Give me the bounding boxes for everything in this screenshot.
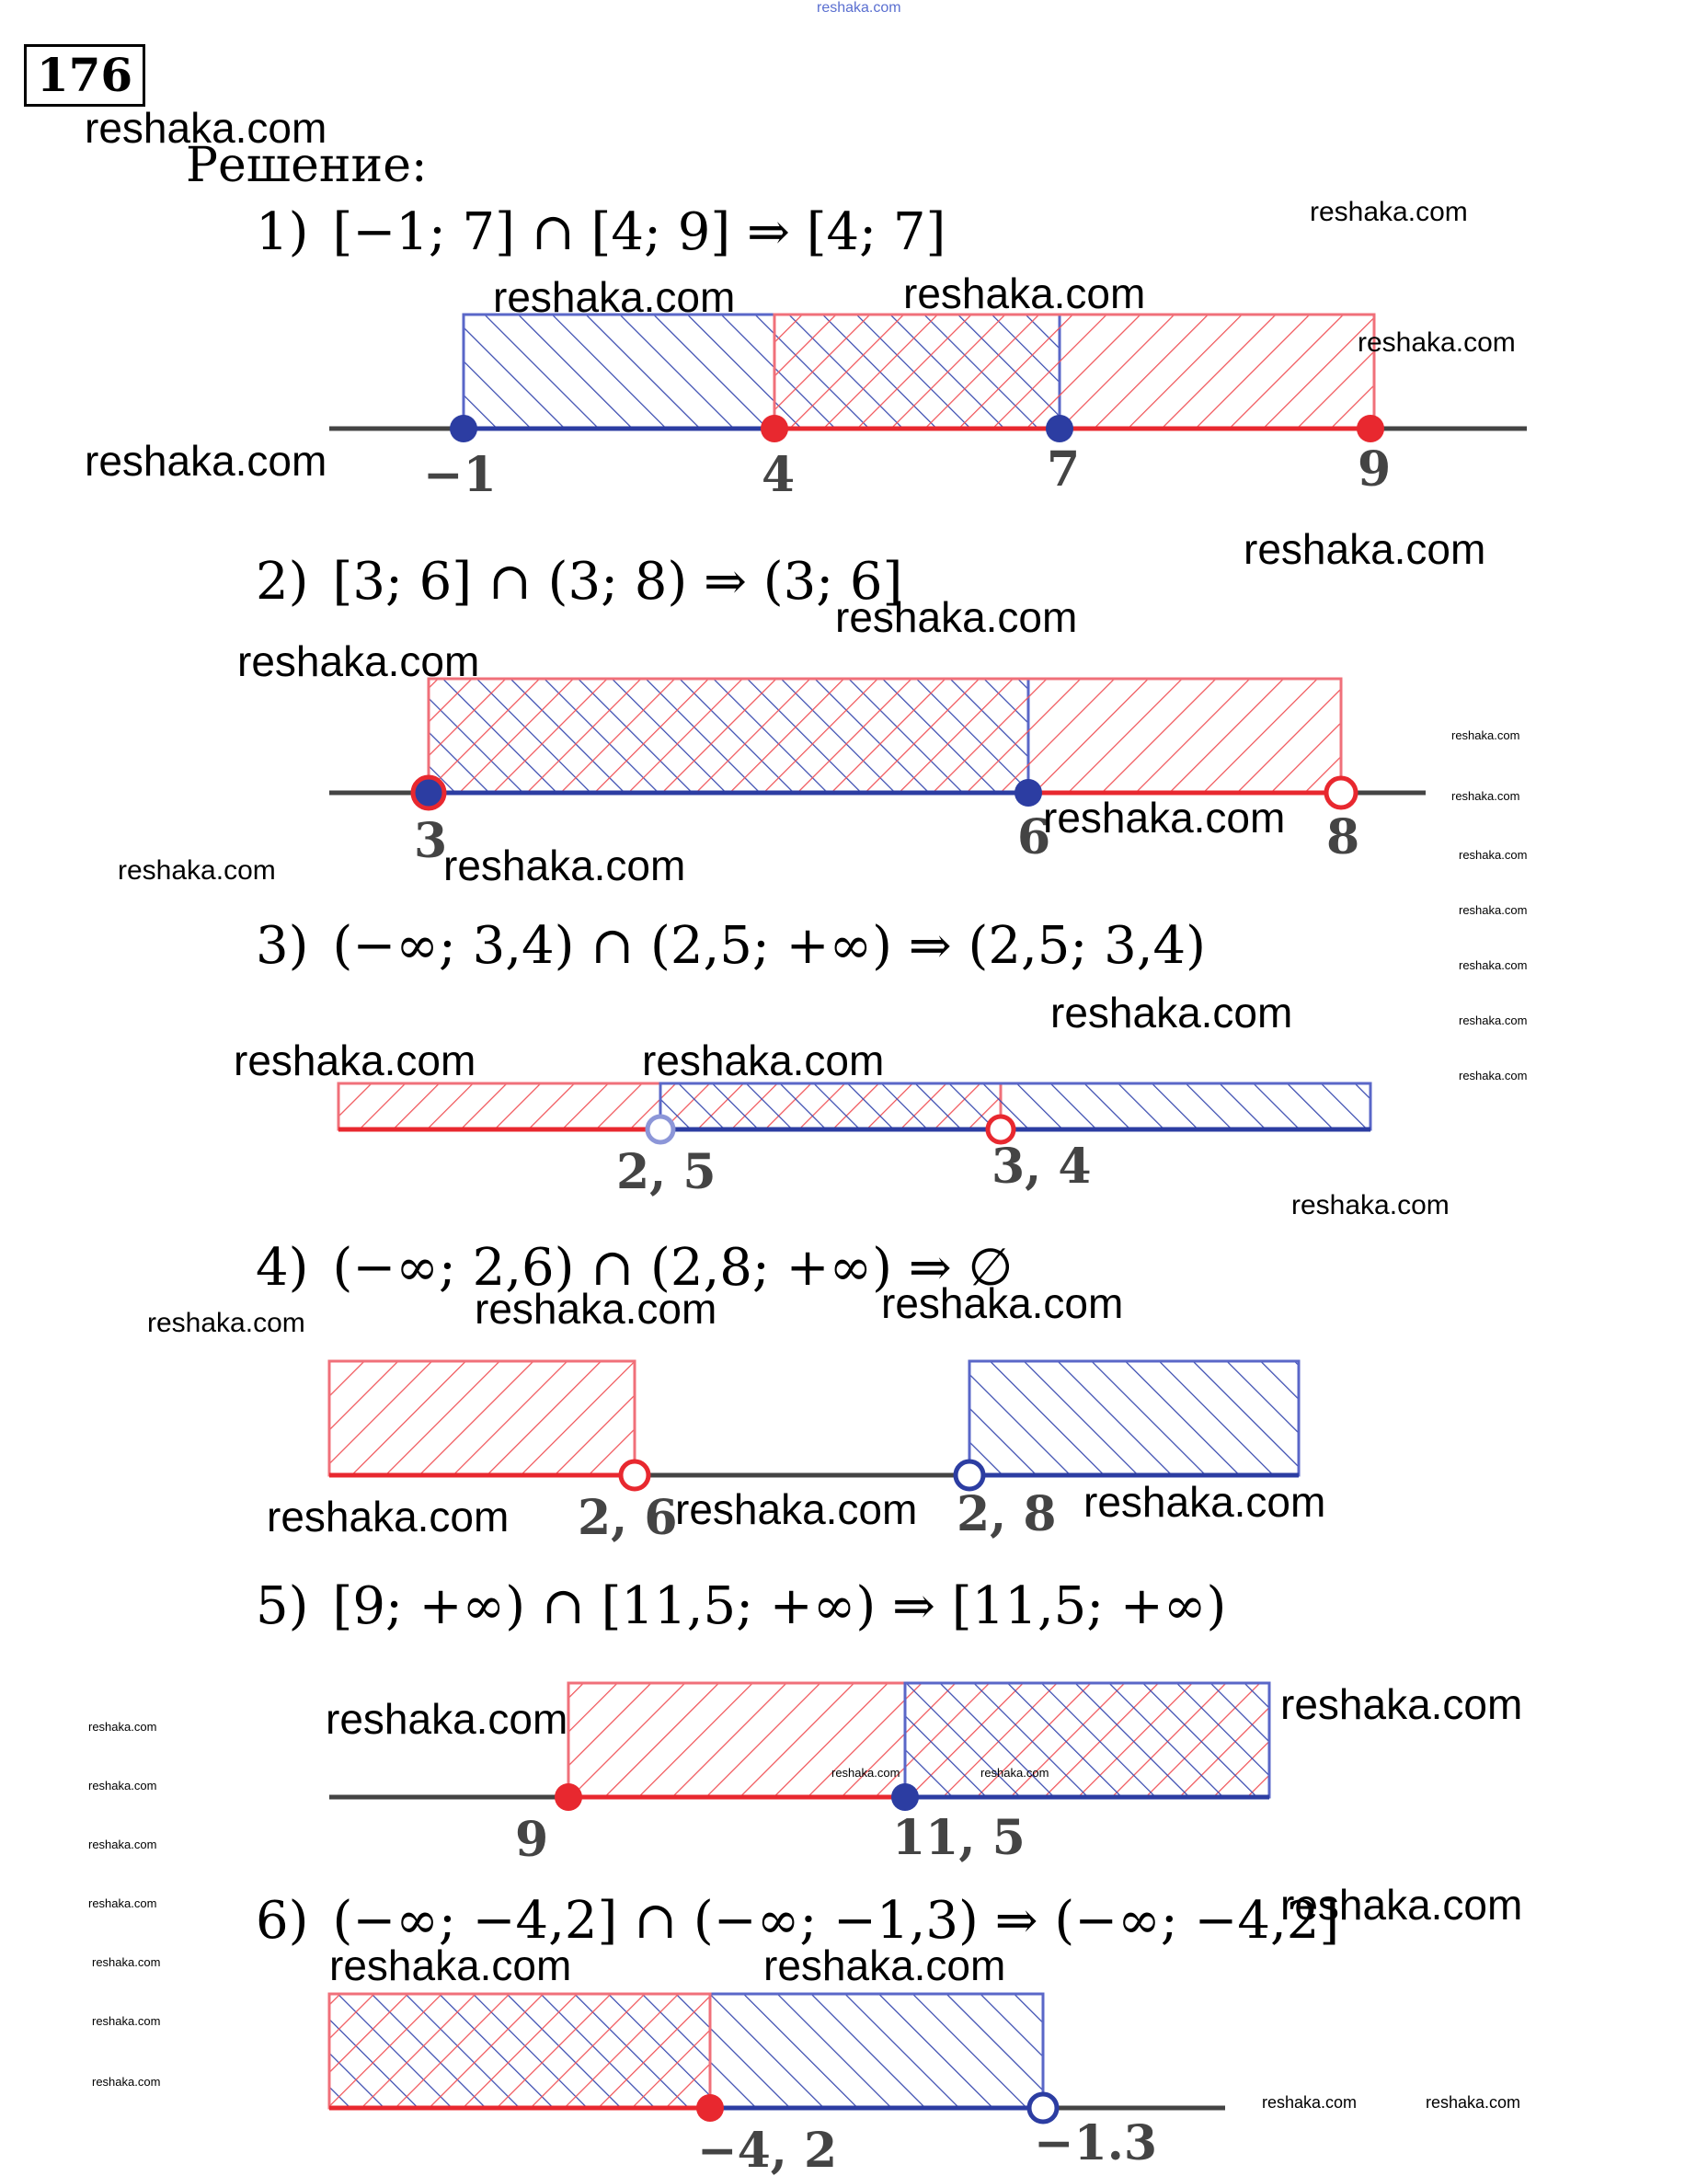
- watermark: reshaka.com: [147, 1308, 305, 1338]
- closed-point-red: [761, 415, 788, 442]
- watermark: reshaka.com: [1459, 1069, 1528, 1082]
- item-number: 5): [256, 1576, 309, 1636]
- closed-point-blue: [891, 1783, 919, 1811]
- blue-set-region: [905, 1683, 1269, 1797]
- closed-point-red: [696, 2094, 724, 2122]
- watermark: reshaka.com: [92, 1955, 161, 1969]
- tick-label: 9: [1358, 441, 1392, 498]
- watermark: reshaka.com: [234, 1036, 476, 1084]
- watermark: reshaka.com: [326, 1695, 568, 1743]
- tick-label: 3: [414, 813, 448, 869]
- closed-point-red: [1357, 415, 1384, 442]
- watermark: reshaka.com: [980, 1766, 1049, 1780]
- watermark: reshaka.com: [88, 1720, 157, 1734]
- item-expression: (−∞; 3,4) ∩ (2,5; +∞) ⇒ (2,5; 3,4): [332, 916, 1206, 976]
- tick-label: 11, 5: [892, 1810, 1026, 1866]
- watermark: reshaka.com: [1426, 2093, 1521, 2112]
- tick-label: 2, 6: [578, 1490, 678, 1546]
- watermark: reshaka.com: [267, 1493, 510, 1540]
- watermark: reshaka.com: [1310, 197, 1468, 227]
- item-2-equation: [256, 552, 902, 612]
- watermark: reshaka.com: [1459, 848, 1528, 862]
- diagram-1: [329, 315, 1527, 503]
- watermark: reshaka.com: [85, 104, 327, 152]
- item-number: 6): [256, 1891, 309, 1951]
- tick-label: −1.3: [1034, 2115, 1158, 2171]
- open-point-red: [1326, 778, 1356, 807]
- watermark: reshaka.com: [835, 593, 1078, 641]
- item-expression: (−∞; −4,2] ∩ (−∞; −1,3) ⇒ (−∞; −4,2]: [332, 1891, 1340, 1951]
- item-expression: [9; +∞) ∩ [11,5; +∞) ⇒ [11,5; +∞): [332, 1576, 1227, 1636]
- watermark: reshaka.com: [88, 1896, 157, 1910]
- watermark: reshaka.com: [237, 637, 480, 685]
- watermark: reshaka.com: [1083, 1478, 1326, 1526]
- solution-heading: Решение:: [186, 138, 428, 193]
- item-1-equation: [256, 202, 946, 262]
- watermark: reshaka.com: [881, 1279, 1124, 1327]
- watermark: reshaka.com: [675, 1485, 918, 1533]
- watermark: reshaka.com: [1459, 958, 1528, 972]
- watermark: reshaka.com: [831, 1766, 900, 1780]
- watermark: reshaka.com: [1459, 903, 1528, 917]
- watermark: reshaka.com: [85, 437, 327, 485]
- tick-label: 6: [1017, 809, 1051, 865]
- watermark: reshaka.com: [763, 1941, 1006, 1989]
- tick-label: −4, 2: [697, 2123, 838, 2176]
- watermark: reshaka.com: [493, 273, 736, 321]
- tick-label: 4: [762, 447, 796, 503]
- closed-point-blue: [1014, 779, 1042, 807]
- item-expression: (−∞; 2,6) ∩ (2,8; +∞) ⇒ ∅: [332, 1238, 1014, 1298]
- watermark: reshaka.com: [1291, 1190, 1450, 1220]
- watermark: reshaka.com: [903, 269, 1146, 317]
- item-number: 3): [256, 916, 309, 976]
- tick-label: 2, 8: [957, 1486, 1057, 1542]
- watermark: reshaka.com: [1050, 989, 1293, 1036]
- watermark: reshaka.com: [1043, 794, 1286, 842]
- tick-label: 7: [1047, 441, 1081, 498]
- item-number: 1): [256, 202, 309, 262]
- tick-label: 9: [515, 1812, 549, 1868]
- open-point-blue: [648, 1117, 673, 1142]
- item-expression: [3; 6] ∩ (3; 8) ⇒ (3; 6]: [332, 552, 903, 612]
- watermark: reshaka.com: [475, 1285, 717, 1333]
- tick-label: 3, 4: [992, 1139, 1092, 1195]
- red-set-region: [329, 1994, 710, 2108]
- watermark: reshaka.com: [443, 842, 686, 889]
- closed-point-blue: [1046, 415, 1073, 442]
- tick-label: −1: [423, 447, 497, 503]
- open-point-red: [621, 1461, 648, 1489]
- watermark: reshaka.com: [1280, 1680, 1523, 1728]
- blue-set-region: [969, 1361, 1299, 1475]
- tick-label: 2, 5: [616, 1144, 716, 1200]
- watermark: reshaka.com: [1451, 789, 1520, 803]
- item-3-equation: [256, 916, 1206, 976]
- watermark: reshaka.com: [1262, 2093, 1358, 2112]
- item-number: 2): [256, 552, 309, 612]
- item-number: 4): [256, 1238, 309, 1298]
- watermark: reshaka.com: [817, 0, 901, 16]
- red-set-region: [774, 315, 1374, 429]
- blue-set-region: [660, 1083, 1370, 1129]
- closed-point-blue: [450, 415, 477, 442]
- item-expression: [−1; 7] ∩ [4; 9] ⇒ [4; 7]: [332, 202, 946, 262]
- red-set-region: [329, 1361, 635, 1475]
- watermark: reshaka.com: [88, 1779, 157, 1792]
- watermark: reshaka.com: [1451, 728, 1520, 742]
- watermark: reshaka.com: [1244, 525, 1486, 573]
- red-set-region: [429, 679, 1341, 793]
- diagram-6: [329, 1994, 1225, 2176]
- watermark: reshaka.com: [642, 1036, 885, 1084]
- diagram-3: [338, 1083, 1370, 1200]
- watermark: reshaka.com: [1358, 327, 1516, 358]
- closed-point-red: [555, 1783, 582, 1811]
- open-point-blue: [956, 1461, 983, 1489]
- watermark: reshaka.com: [329, 1941, 572, 1989]
- tick-label: 8: [1326, 809, 1360, 865]
- item-5-equation: [256, 1576, 1226, 1636]
- watermark: reshaka.com: [92, 2014, 161, 2028]
- watermark: reshaka.com: [1280, 1881, 1523, 1929]
- problem-number: 176: [24, 44, 145, 107]
- watermark: reshaka.com: [92, 2075, 161, 2089]
- watermark: reshaka.com: [88, 1838, 157, 1851]
- watermark: reshaka.com: [1459, 1014, 1528, 1027]
- watermark: reshaka.com: [118, 855, 276, 886]
